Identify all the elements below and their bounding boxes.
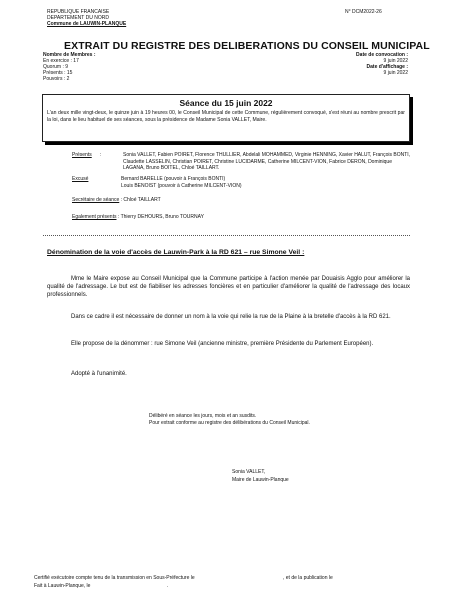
paragraph-1: Mme le Maire expose au Conseil Municipal que la Commune participe à l'action menée par Douaisis Agglo pour améliorer la qualité de l'adressage. Le but est de fiabiliser les adresses foncières et en particulier d'améliorer la qualité de l'adressage des locaux professionnels. xyxy=(47,276,410,299)
secretaire-value: : Chloé TAILLART xyxy=(120,197,161,203)
footer-fait-text: Fait à Lauwin-Planque, le xyxy=(34,583,91,589)
commune-label: Commune de LAUWIN-PLANQUE xyxy=(47,21,127,27)
egalement-row xyxy=(72,214,204,220)
affichage-label: Date d'affichage : xyxy=(366,64,408,70)
secretaire-label: Secrétaire de séance xyxy=(72,197,120,203)
department-label: DEPARTEMENT DU NORD xyxy=(47,15,109,21)
closing-line-1: Délibéré en séance les jours, mois et an susdits. xyxy=(149,413,257,419)
excuse-line-1: Bernard BARELLE (pouvoir à François BONTI) xyxy=(121,176,226,182)
closing-line-2: Pour extrait conforme au registre des délibérations du Conseil Municipal. xyxy=(149,420,310,426)
members-quorum: Quorum : 9 xyxy=(43,64,69,70)
paragraph-4: Adopté à l'unanimité. xyxy=(71,371,127,377)
seance-box xyxy=(42,94,410,142)
excuse-label: Excusé xyxy=(72,176,89,182)
members-pouvoirs: Pouvoirs : 2 xyxy=(43,76,70,82)
secretaire-row xyxy=(72,197,161,203)
paragraph-3: Elle propose de la dénommer : rue Simone Veil (ancienne ministre, première Présidente du Parlement Européen). xyxy=(71,341,374,347)
presents-separator: : xyxy=(100,152,102,158)
section-divider xyxy=(43,235,410,236)
seance-text: L'an deux mille vingt-deux, le quinze juin à 19 heures 00, le Conseil Municipal de cette Commune, régulièrement convoqué, s'est réuni au nombre prescrit par la loi, dans le lieu habituel de ses séances, sous la présidence de Madame Sonia VALLET, Maire. xyxy=(47,110,405,124)
paragraph-2: Dans ce cadre il est nécessaire de donner un nom à la voie qui relie la rue de la Plaine à la bretelle d'accès à la RD 621. xyxy=(71,314,391,320)
signatory-name: Sonia VALLET, xyxy=(232,469,266,475)
signatory-role: Maire de Lauwin-Planque xyxy=(232,477,289,483)
document-title: EXTRAIT DU REGISTRE DES DELIBERATIONS DU CONSEIL MUNICIPAL xyxy=(64,40,430,52)
affichage-date: 9 juin 2022 xyxy=(383,70,408,76)
egalement-label: Egalement présents xyxy=(72,214,117,220)
seance-title: Séance du 15 juin 2022 xyxy=(179,98,273,108)
footer-publication-text: , et de la publication le xyxy=(283,575,333,581)
members-en-exercice: En exercice : 17 xyxy=(43,58,79,64)
egalement-value: : Thierry DEHOURS, Bruno TOURNAY xyxy=(117,214,204,220)
deliberation-subject: Dénomination de la voie d'accès de Lauwin-Park à la RD 621 – rue Simone Veil : xyxy=(47,249,305,256)
presents-list: Sonia VALLET, Fabien POIRET, Florence THULLIER, Abdelali MOHAMMED, Virginie HENNING, Xavier HALUT, François BONTI, Claudette LASSELIN, Christian POIRET, Christine LUCIDARME, Catherine MILCENT-VION, Fabrice DERON, Dominique LAGANA, Bruno BOITEL, Chloé TAILLART. xyxy=(123,152,411,172)
presents-label: Présents xyxy=(72,152,92,158)
reference-number: N° DCM2022-26 xyxy=(345,9,382,15)
members-heading: Nombre de Membres : xyxy=(43,52,96,58)
convocation-label: Date de convocation : xyxy=(356,52,408,58)
republic-label: REPUBLIQUE FRANCAISE xyxy=(47,9,110,15)
members-presents: Présents : 15 xyxy=(43,70,73,76)
convocation-date: 9 juin 2022 xyxy=(383,58,408,64)
footer-fait-end: . xyxy=(167,583,169,589)
footer-executoire-text: Certifié exécutoire compte tenu de la transmission en Sous-Préfecture le xyxy=(34,575,195,581)
excuse-line-2: Louis BENOIST (pouvoir à Catherine MILCENT-VION) xyxy=(121,183,242,189)
